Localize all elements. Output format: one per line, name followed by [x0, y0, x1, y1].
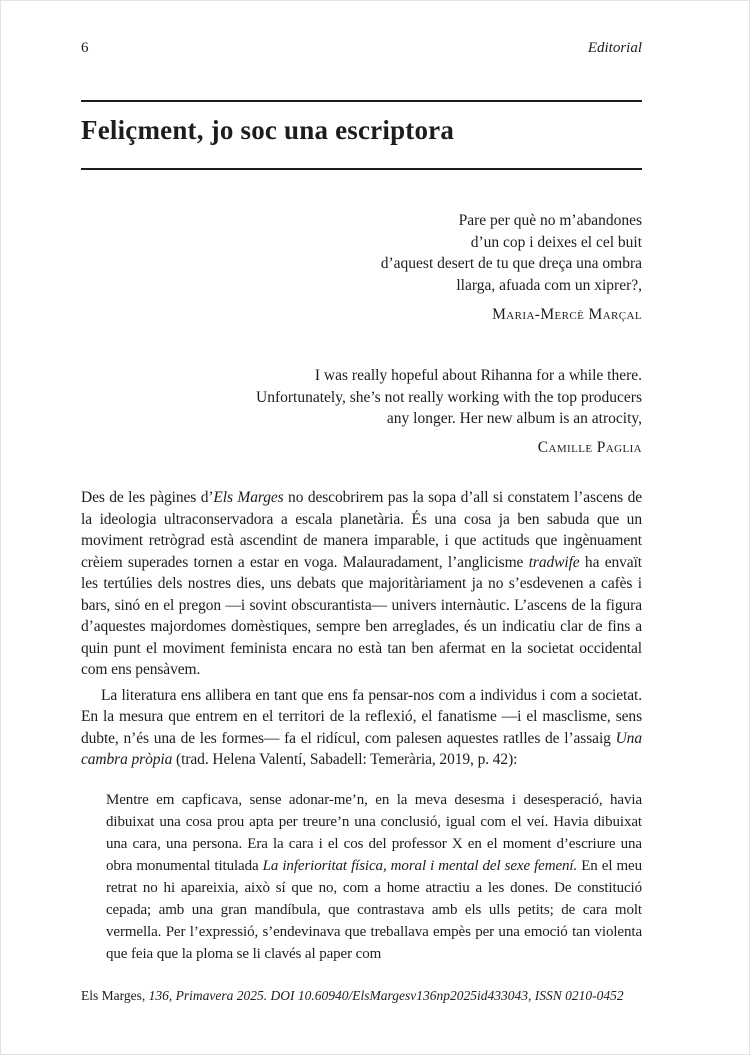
- epigraph-quote: [81, 365, 642, 459]
- epigraph-line: llarga, afuada com un xiprer?,: [456, 277, 642, 295]
- epigraph-line: d’aquest desert de tu que dreça una ombra: [380, 255, 642, 273]
- title-rule-bottom: [81, 168, 642, 170]
- body-paragraph: La literatura ens allibera en tant que ens fa pensar-nos com a individus i com a societat. En la mesura que entrem en el territori de la reflexió, el fanatisme —i el masclisme, sens dubte, n’és una de les formes— fa el ridícul, com palesen aquestes ratlles de l’assaig Una cambra pròpia (trad. Helena Valentí, Sabadell: Temerària, 2019, p. 42):: [81, 686, 642, 768]
- epigraph-line: I was really hopeful about Rihanna for a while there.: [314, 367, 642, 384]
- article-body: [81, 487, 642, 983]
- epigraph-line: Unfortunately, she’s not really working with the top producers: [256, 388, 642, 406]
- footer-issue-doi-issn: 136, Primavera 2025. DOI 10.60940/ElsMargesv136np2025id433043, ISSN 0210-0452: [148, 988, 624, 1003]
- epigraph-line: any longer. Her new album is an atrocity,: [386, 410, 642, 428]
- article-title: Feliçment, jo soc una escriptora: [81, 115, 455, 145]
- block-quote: Mentre em capficava, sense adonar-me’n, en la meva desesma i desesperació, havia dibuixat una cosa prou apta per treure’n una conclusió, igual com el veí. Havia dibuixat una cara, una persona. Era la cara i el cos del professor X en el moment d’escriure una obra monumental titulada La inferioritat física, moral i mental del sexe femení. En el meu retrat no hi apareixia, això sí que no, com a home atractiu a les dones. De constitució cepada; amb una gran mandíbula, que contrastava amb els ulls petits; de cara molt vermella. Per l’expressió, s’endevinava que treballava empès per una emoció tan violenta que feia que la ploma se li clavés al paper com: [106, 791, 642, 962]
- page-number: 6: [81, 40, 89, 56]
- running-head: [81, 40, 642, 56]
- running-head-label: Editorial: [587, 40, 642, 56]
- epigraph-line: d’un cop i deixes el cel buit: [470, 233, 642, 251]
- footer-citation: [81, 988, 642, 1004]
- title-rule-top: [81, 100, 642, 102]
- body-paragraph: Des de les pàgines d’Els Marges no descobrirem pas la sopa d’all si constatem l’ascens de la ideologia ultraconservadora a escala planetària. És una cosa ja ben sabuda que un moviment retrògrad està ascendint de manera imparable, i que actituds que ingènuament crèiem superades tornen a estar en voga. Malauradament, l’anglicisme tradwife ha envaït les tertúlies dels nostres dies, uns debats que majoritàriament ja no s’esdevenen a cafès i bars, sinó en el pregon —i sovint obscurantista— univers internàutic. L’ascens de la figura d’aquestes majordomes domèstiques, sempre ben arreglades, és un indicatiu clar de fins a quin punt el moviment feminista encara no està tan ben afermat en la societat occidental com ens pensàvem.: [81, 489, 642, 678]
- epigraph-attribution: Maria-Mercè Marçal: [492, 305, 642, 323]
- epigraph-attribution: Camille Paglia: [537, 439, 642, 457]
- epigraph-line: Pare per què no m’abandones: [458, 212, 642, 229]
- footer-journal-name: Els Marges,: [81, 988, 149, 1003]
- epigraph-poem: [81, 210, 642, 326]
